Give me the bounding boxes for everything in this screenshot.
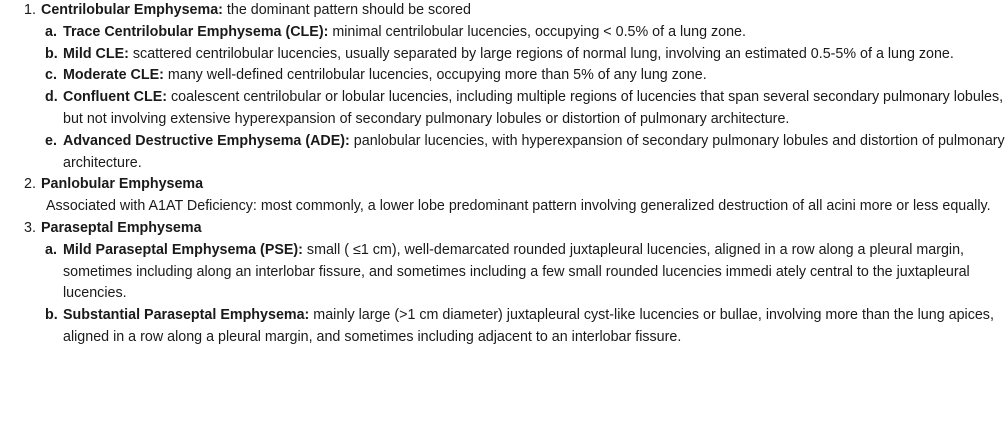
item-term: Mild CLE: xyxy=(63,45,129,62)
item-term: Confluent CLE: xyxy=(63,89,168,106)
list-item-1b xyxy=(0,44,1005,66)
list-item-1d xyxy=(0,87,1005,131)
section-2-heading xyxy=(0,174,1008,196)
item-desc: coalescent centrilobular or lobular lucencies, including multiple regions of lucencies that span several secondary pulmonary lobules, but not involving extensive hyperexpansion of secondary pulmonary lobules or distortion of pulmonary architecture. xyxy=(63,89,1004,127)
item-desc: panlobular lucencies, with hyperexpansion of secondary pulmonary lobules and distortion of pulmonary architecture. xyxy=(63,132,1005,171)
item-desc: scattered centrilobular lucencies, usually separated by large regions of normal lung, involving an estimated 0.5-5% of a lung zone. xyxy=(128,45,954,62)
item-desc: many well-defined centrilobular lucencies, occupying more than 5% of any lung zone. xyxy=(163,67,707,84)
item-label: a. xyxy=(45,241,57,258)
section-3-heading xyxy=(0,218,1008,240)
list-item-3b xyxy=(0,305,1005,349)
item-label: a. xyxy=(45,23,57,40)
item-term: Substantial Paraseptal Emphysema: xyxy=(63,307,310,324)
section-3-number: 3. xyxy=(24,219,36,236)
list-item-1e xyxy=(0,131,1005,175)
section-3-title: Paraseptal Emphysema xyxy=(41,219,202,236)
list-item-1c xyxy=(0,65,1005,87)
list-item-1a xyxy=(0,22,1005,44)
section-2-body: Associated with A1AT Deficiency: most commonly, a lower lobe predominant pattern involving generalized destruction of all acini more or less equally. xyxy=(46,198,991,215)
item-label: c. xyxy=(45,67,57,84)
item-term: Trace Centrilobular Emphysema (CLE): xyxy=(63,23,329,40)
section-1-heading xyxy=(0,0,1008,22)
section-1-desc: the dominant pattern should be scored xyxy=(222,2,471,18)
item-term: Advanced Destructive Emphysema (ADE): xyxy=(63,132,350,149)
item-desc: minimal centrilobular lucencies, occupying < 0.5% of a lung zone. xyxy=(328,23,746,40)
item-label: b. xyxy=(45,307,58,324)
section-1-number: 1. xyxy=(24,2,36,18)
section-1-title: Centrilobular Emphysema: xyxy=(41,2,223,18)
section-2-number: 2. xyxy=(24,176,36,193)
section-2-title: Panlobular Emphysema xyxy=(41,176,204,193)
item-label: b. xyxy=(45,45,58,62)
item-desc: mainly large (>1 cm diameter) juxtapleural cyst-like lucencies or bullae, involving more than the lung apices, aligned in a row along a pleural margin, and sometimes including adjacent to an interlobar fissure. xyxy=(63,307,994,345)
item-term: Moderate CLE: xyxy=(63,67,164,84)
item-desc: small ( ≤1 cm), well-demarcated rounded juxtapleural lucencies, aligned in a row along a pleural margin, sometimes including along an interlobar fissure, and sometimes including a few small rounded lucencies immedi ately central to the juxtapleural lucencies. xyxy=(63,241,970,302)
item-label: d. xyxy=(45,89,58,106)
item-term: Mild Paraseptal Emphysema (PSE): xyxy=(63,241,303,258)
item-label: e. xyxy=(45,132,57,149)
list-item-3a xyxy=(0,240,1005,305)
